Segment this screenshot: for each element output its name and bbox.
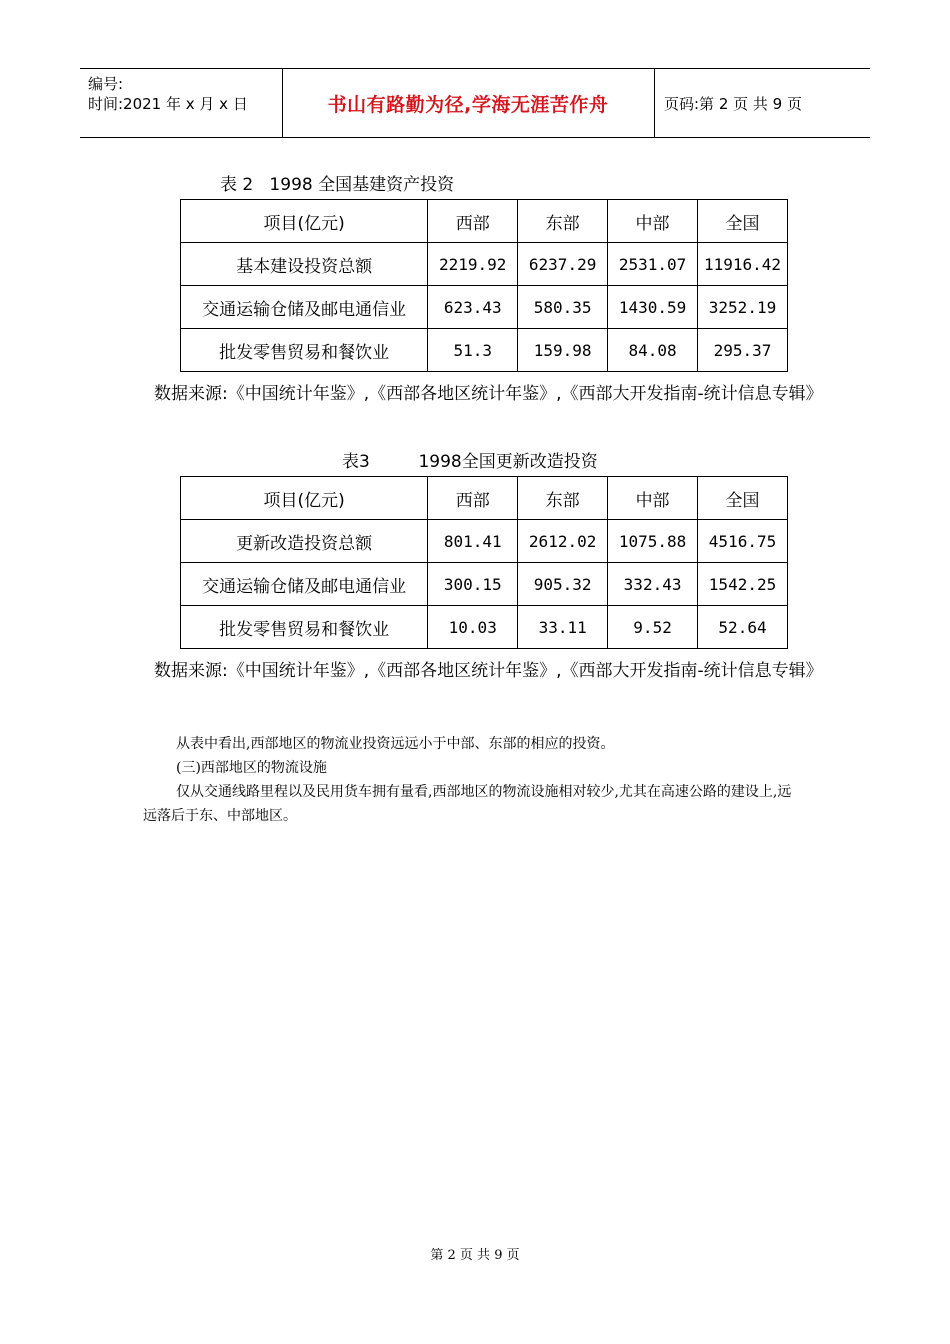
table-row bbox=[181, 286, 788, 329]
table-cell: 3252.19 bbox=[698, 286, 788, 329]
page-footer: 第 2 页 共 9 页 bbox=[430, 1248, 520, 1263]
row-label: 批发零售贸易和餐饮业 bbox=[181, 329, 428, 372]
table-cell: 2219.92 bbox=[428, 243, 518, 286]
row-label: 基本建设投资总额 bbox=[181, 243, 428, 286]
table2-caption: 表 2 1998 全国基建资产投资 bbox=[220, 175, 455, 195]
body-paragraph: 仅从交通线路里程以及民用货车拥有量看,西部地区的物流设施相对较少,尤其在高速公路的建设上,远远落后于东、中部地区。 bbox=[143, 784, 792, 824]
table-cell: 295.37 bbox=[698, 329, 788, 372]
table-cell: 84.08 bbox=[608, 329, 698, 372]
table-header-cell: 西部 bbox=[428, 200, 518, 243]
table2-source-note: 数据来源:《中国统计年鉴》,《西部各地区统计年鉴》,《西部大开发指南-统计信息专辑》 bbox=[154, 384, 823, 404]
table-header-cell: 东部 bbox=[518, 477, 608, 520]
header-meta-cell bbox=[80, 69, 283, 137]
table-header-cell: 全国 bbox=[698, 477, 788, 520]
table-cell: 4516.75 bbox=[698, 520, 788, 563]
row-label: 交通运输仓储及邮电通信业 bbox=[181, 563, 428, 606]
table-cell: 623.43 bbox=[428, 286, 518, 329]
table3 bbox=[180, 476, 788, 649]
table-header-cell: 全国 bbox=[698, 200, 788, 243]
header-motto-cell bbox=[282, 69, 655, 137]
table-cell: 300.15 bbox=[428, 563, 518, 606]
table-header-row bbox=[181, 200, 788, 243]
table-cell: 2531.07 bbox=[608, 243, 698, 286]
table-header-cell: 中部 bbox=[608, 200, 698, 243]
table-cell: 9.52 bbox=[608, 606, 698, 649]
table-cell: 10.03 bbox=[428, 606, 518, 649]
page-info: 页码:第 2 页 共 9 页 bbox=[664, 94, 802, 113]
table-cell: 580.35 bbox=[518, 286, 608, 329]
table-row bbox=[181, 243, 788, 286]
table-cell: 1542.25 bbox=[698, 563, 788, 606]
motto-text: 书山有路勤为径,学海无涯苦作舟 bbox=[327, 93, 609, 116]
table-cell: 11916.42 bbox=[698, 243, 788, 286]
row-label: 批发零售贸易和餐饮业 bbox=[181, 606, 428, 649]
date-label: 时间:2021 年 x 月 x 日 bbox=[88, 95, 248, 113]
table-header-row bbox=[181, 477, 788, 520]
table-cell: 52.64 bbox=[698, 606, 788, 649]
table-cell: 2612.02 bbox=[518, 520, 608, 563]
table-row bbox=[181, 606, 788, 649]
table-cell: 1430.59 bbox=[608, 286, 698, 329]
body-paragraph: 从表中看出,西部地区的物流业投资远远小于中部、东部的相应的投资。 bbox=[176, 736, 615, 752]
table-header-cell: 东部 bbox=[518, 200, 608, 243]
header-page-cell bbox=[655, 69, 870, 137]
table3-caption: 表3 1998全国更新改造投资 bbox=[342, 452, 598, 472]
table-row bbox=[181, 563, 788, 606]
table-cell: 51.3 bbox=[428, 329, 518, 372]
table-row bbox=[181, 520, 788, 563]
table-cell: 159.98 bbox=[518, 329, 608, 372]
table-header-cell: 西部 bbox=[428, 477, 518, 520]
table-cell: 33.11 bbox=[518, 606, 608, 649]
table-row bbox=[181, 329, 788, 372]
number-label: 编号: bbox=[88, 75, 124, 93]
table-header-cell: 项目(亿元) bbox=[181, 200, 428, 243]
table-cell: 801.41 bbox=[428, 520, 518, 563]
table3-source-note: 数据来源:《中国统计年鉴》,《西部各地区统计年鉴》,《西部大开发指南-统计信息专辑》 bbox=[154, 661, 823, 681]
table-header-cell: 中部 bbox=[608, 477, 698, 520]
table-header-cell: 项目(亿元) bbox=[181, 477, 428, 520]
section-heading: (三)西部地区的物流设施 bbox=[176, 760, 327, 776]
table-cell: 6237.29 bbox=[518, 243, 608, 286]
page-header bbox=[80, 68, 870, 138]
table2 bbox=[180, 199, 788, 372]
row-label: 交通运输仓储及邮电通信业 bbox=[181, 286, 428, 329]
table-cell: 905.32 bbox=[518, 563, 608, 606]
body-text bbox=[143, 732, 803, 828]
table-cell: 1075.88 bbox=[608, 520, 698, 563]
row-label: 更新改造投资总额 bbox=[181, 520, 428, 563]
table-cell: 332.43 bbox=[608, 563, 698, 606]
